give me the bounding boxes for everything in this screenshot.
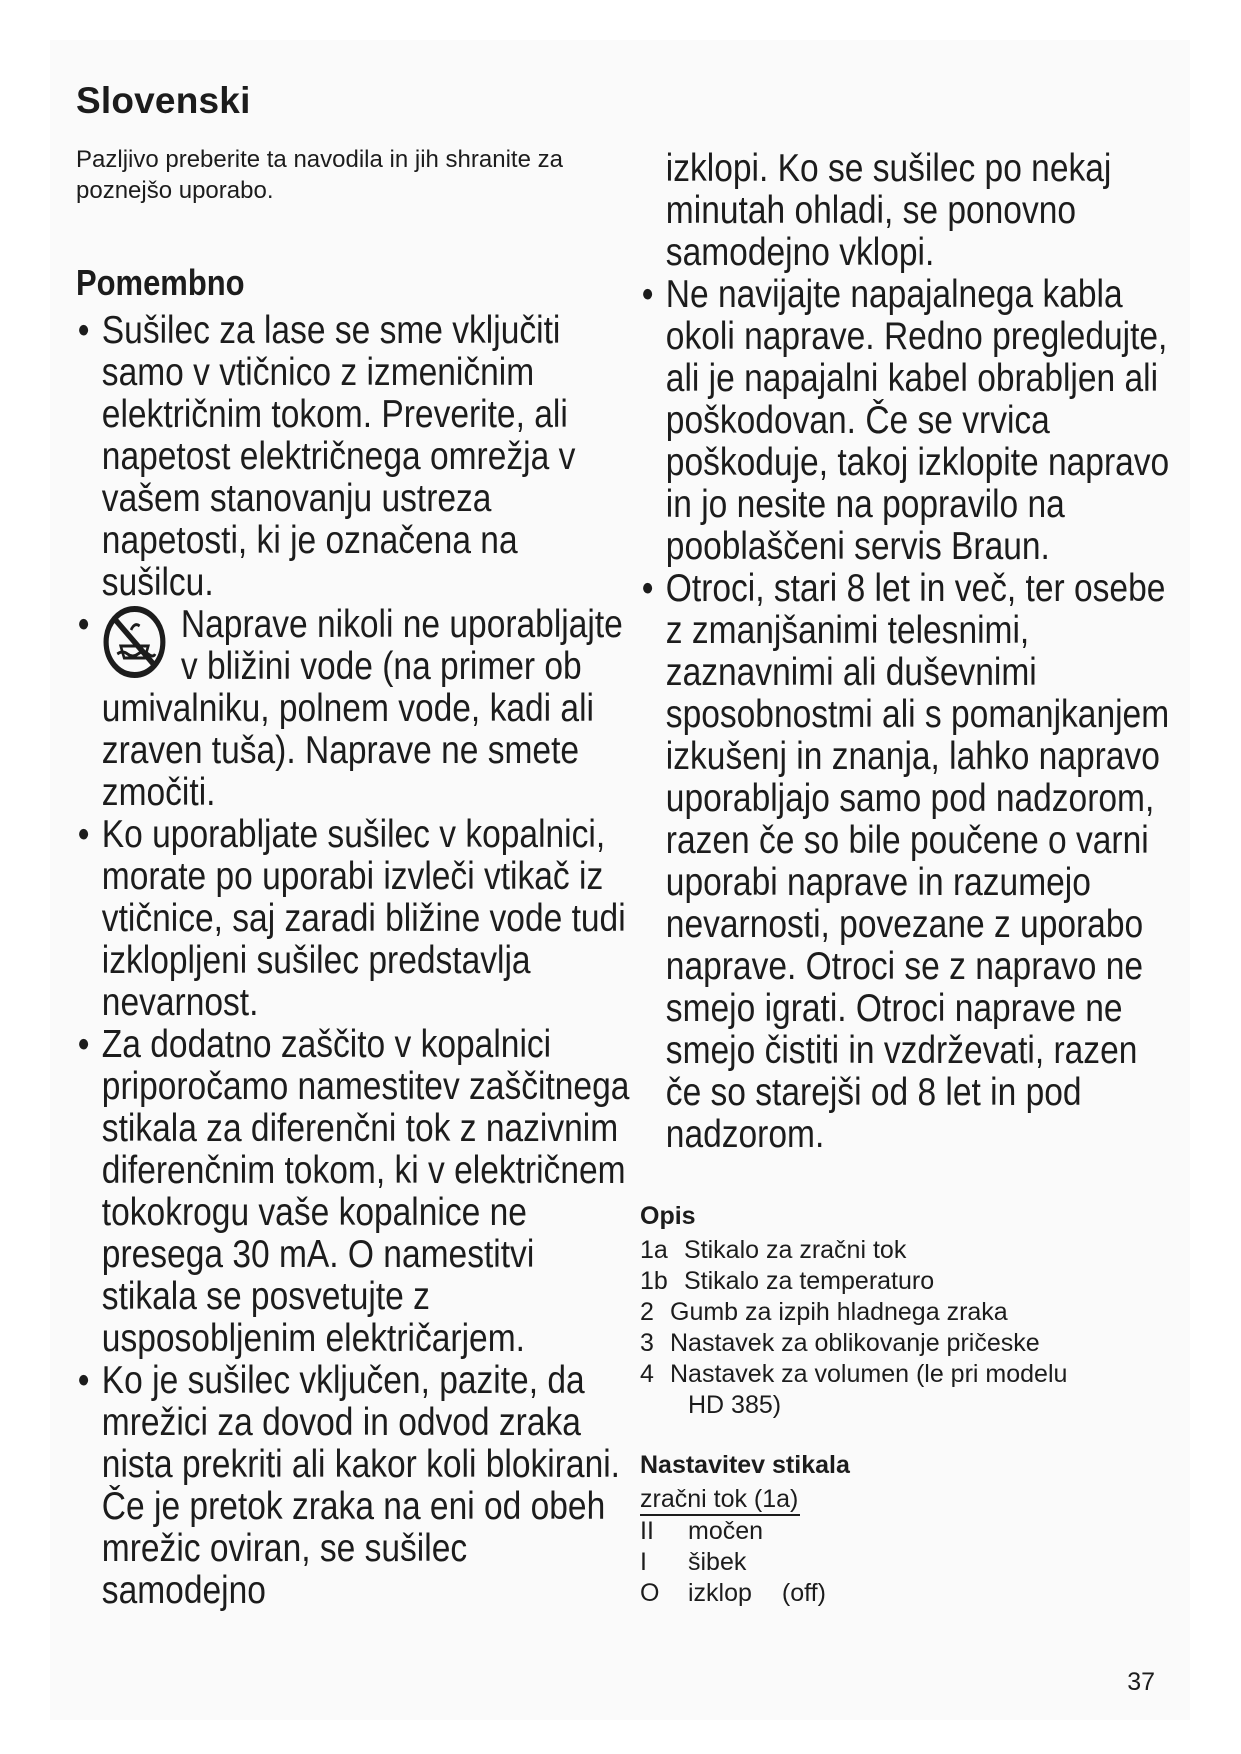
- no-water-icon: [102, 604, 174, 688]
- item-number: 2: [640, 1298, 654, 1326]
- bullet-dot: •: [641, 273, 654, 316]
- item-text-continued: HD 385): [688, 1391, 782, 1419]
- item-text: Gumb za izpih hladnega zraka: [670, 1298, 1008, 1326]
- right-column: [640, 148, 1180, 1609]
- item-text: Stikalo za zračni tok: [684, 1236, 907, 1264]
- list-item: [640, 148, 1179, 274]
- list-item: [76, 1360, 635, 1612]
- list-item: [76, 604, 635, 814]
- setting-key: I: [640, 1548, 647, 1576]
- setting-value: šibek: [688, 1548, 747, 1576]
- item-number: 3: [640, 1329, 654, 1357]
- list-item: [640, 274, 1179, 568]
- list-item: [640, 1235, 1180, 1266]
- list-item: [76, 310, 635, 604]
- right-text-block: [640, 148, 1179, 1156]
- list-item: [76, 814, 635, 1024]
- item-number: 1a: [640, 1236, 668, 1264]
- bullet-text-continued: izklopi. Ko se sušilec po nekaj minutah ohladi, se ponovno samodejno vklopi.: [665, 147, 1112, 274]
- bullet-dot: •: [77, 1359, 90, 1402]
- bullet-text: Ko uporabljate sušilec v kopalnici, morate po uporabi izvleči vtikač iz vtičnice, saj zaradi bližine vode tudi izklopljeni sušilec predstavlja nevarnost.: [101, 813, 626, 1024]
- bullet-text: Ko je sušilec vključen, pazite, da mrežici za dovod in odvod zraka nista prekriti ali kakor koli blokirani. Če je pretok zraka na eni od obeh mrežic oviran, se sušilec samodejno: [101, 1359, 621, 1612]
- left-column: [76, 80, 636, 1612]
- list-item: [640, 1328, 1180, 1359]
- bullet-dot: •: [641, 567, 654, 610]
- page-number: 37: [1127, 1668, 1155, 1696]
- item-text: Stikalo za temperaturo: [684, 1267, 935, 1295]
- list-item: [640, 568, 1179, 1156]
- language-heading: Slovenski: [76, 80, 251, 121]
- settings-row: [640, 1547, 1180, 1578]
- setting-key: II: [640, 1517, 654, 1545]
- settings-section: [640, 1451, 1180, 1609]
- bullet-text: Za dodatno zaščito v kopalnici priporočamo namestitev zaščitnega stikala za diferenčni tok z nazivnim diferenčnim tokom, ki v električnem tokokrogu vaše kopalnice ne presega 30 mA. O namestitvi stikala se posvetujte z usposobljenim električarjem.: [101, 1023, 630, 1360]
- setting-value: močen: [688, 1517, 764, 1545]
- item-text: Nastavek za oblikovanje pričeske: [670, 1329, 1040, 1357]
- important-heading: Pomembno: [76, 262, 245, 303]
- list-item: [640, 1390, 1180, 1421]
- bullet-text: Sušilec za lase se sme vključiti samo v vtičnico z izmeničnim električnim tokom. Preverite, ali napetost električnega omrežja v vašem stanovanju ustreza napetosti, ki je označena na sušilcu.: [101, 309, 576, 604]
- description-section: [640, 1202, 1180, 1421]
- important-list: [76, 310, 635, 1612]
- bullet-dot: •: [77, 603, 90, 646]
- list-item: [640, 1297, 1180, 1328]
- bullet-dot: •: [77, 309, 90, 352]
- bullet-text: Naprave nikoli ne uporabljajte v bližini vode (na primer ob umivalniku, polnem vode, kadi ali zraven tuša). Naprave ne smete zmočiti.: [101, 603, 623, 814]
- item-text: Nastavek za volumen (le pri modelu: [670, 1360, 1068, 1388]
- setting-key: O: [640, 1579, 660, 1607]
- description-list: [640, 1235, 1180, 1421]
- list-item: [76, 1024, 635, 1360]
- item-number: 4: [640, 1360, 654, 1388]
- settings-heading: Nastavitev stikala: [640, 1451, 850, 1479]
- item-number: 1b: [640, 1267, 668, 1295]
- bullet-dot: •: [77, 1023, 90, 1066]
- setting-value: izklop: [688, 1579, 752, 1607]
- bullet-text: Ne navijajte napajalnega kabla okoli naprave. Redno pregledujte, ali je napajalni kabel obrabljen ali poškodovan. Če se vrvica poškoduje, takoj izklopite napravo in jo nesite na popravilo na pooblaščeni servis Braun.: [665, 273, 1170, 568]
- important-list-continued: [640, 148, 1179, 1156]
- settings-row: [640, 1516, 1180, 1547]
- list-item: [640, 1359, 1180, 1390]
- settings-subheading: zračni tok (1a): [640, 1484, 800, 1516]
- intro-text: Pazljivo preberite ta navodila in jih shranite za poznejšo uporabo.: [76, 146, 563, 204]
- settings-row: [640, 1578, 1180, 1609]
- setting-extra: (off): [781, 1579, 826, 1607]
- bullet-dot: •: [77, 813, 90, 856]
- bullet-text: Otroci, stari 8 let in več, ter osebe z zmanjšanimi telesnimi, zaznavnimi ali duševnimi sposobnostmi ali s pomanjkanjem izkušenj in znanja, lahko napravo uporabljajo samo pod nadzorom, razen če so bile poučene o varni uporabi naprave in razumejo nevarnosti, povezane z uporabo naprave. Otroci se z napravo ne smejo igrati. Otroci naprave ne smejo čistiti in vzdrževati, razen če so starejši od 8 let in pod nadzorom.: [665, 567, 1170, 1156]
- description-heading: Opis: [640, 1202, 696, 1230]
- list-item: [640, 1266, 1180, 1297]
